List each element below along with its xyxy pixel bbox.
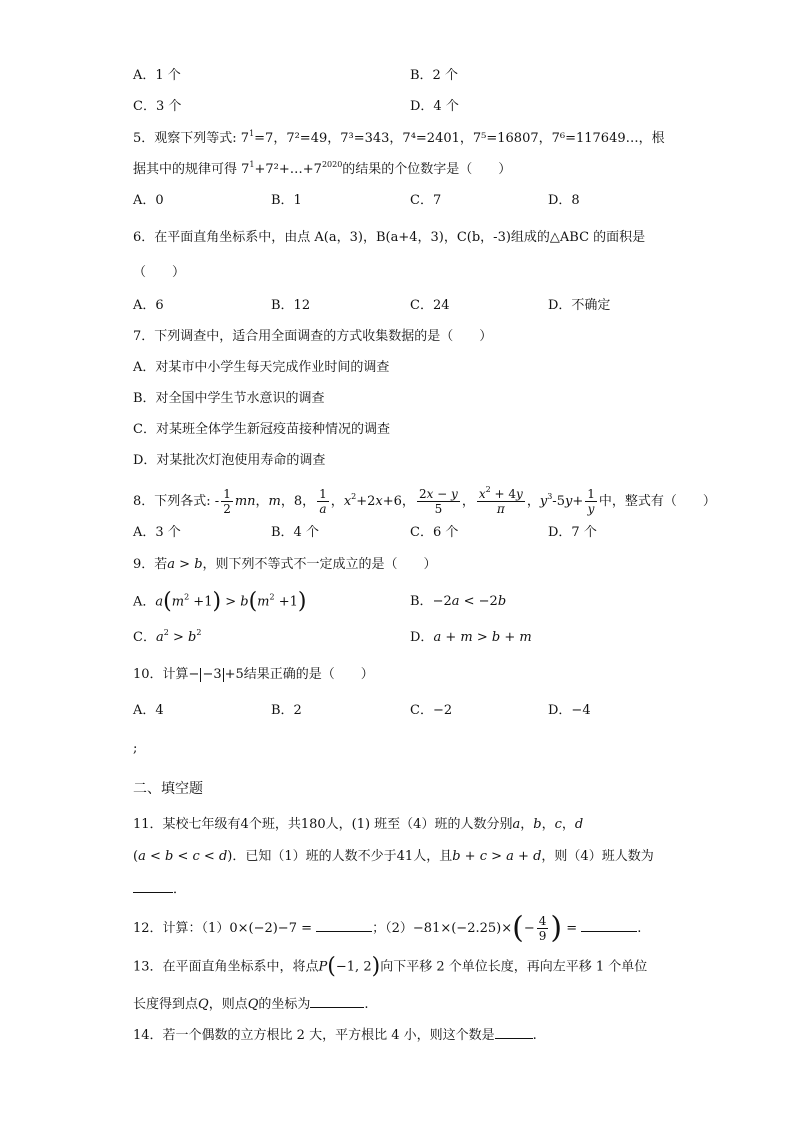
q9-question: 9．若a > b，则下列不等式不一定成立的是（ ）	[133, 557, 437, 572]
q4-option-a: A．1 个	[133, 68, 181, 83]
q10-option-c: C．−2	[410, 703, 453, 718]
q14-question: 14．若一个偶数的立方根比 2 大，平方根比 4 小，则这个数是 .	[133, 1028, 537, 1043]
q10-option-a: A．4	[133, 703, 164, 718]
q9-option-a: A．$a(m^2 +1) > b(m^2 +1)$	[133, 589, 307, 614]
q5-line2: 据其中的规律可得 $7^1+7^2+\dots+7^{2020}$的结果的个位数字是（ ）	[133, 160, 512, 177]
q5-option-a: A．0	[133, 193, 164, 208]
q13-blank[interactable]	[310, 995, 364, 1008]
q8-question: 8．下列各式: - $\frac{1}{2}$ mn，m，8， $\frac{1}{a}$ ，$x^2+2x+6$， $\frac{2x - y}{5}$ ， $\frac{x^2 + 4y}{\pi}$ ，$y^3-5y+$ $\frac{1}{y}$ 中，整式有（ ）	[133, 485, 716, 516]
q5-line1: 5．观察下列等式: $7^1=7$，7²=49，7³=343，7⁴=2401，7⁵=16807，7⁶=117649…，根	[133, 129, 665, 146]
q12-blank-2[interactable]	[581, 919, 637, 932]
q10-option-d: D．−4	[548, 703, 591, 718]
q6-option-c: C．24	[410, 298, 450, 313]
q4-option-d: D．4 个	[410, 99, 459, 114]
q6-paren: （ ）	[133, 265, 186, 280]
q8-option-c: C．6 个	[410, 525, 459, 540]
q12-blank-1[interactable]	[316, 919, 372, 932]
stray-semicolon: ;	[133, 741, 138, 756]
q4-option-c: C．3 个	[133, 99, 182, 114]
q10-option-b: B．2	[271, 703, 302, 718]
q7-option-d: D．对某批次灯泡使用寿命的调查	[133, 453, 326, 468]
q6-question: 6．在平面直角坐标系中，由点 A(a，3)，B(a+4，3)，C(b，-3)组成的△ABC 的面积是	[133, 230, 646, 245]
q6-option-a: A．6	[133, 298, 164, 313]
q7-option-a: A．对某市中小学生每天完成作业时间的调查	[133, 360, 390, 375]
q9-option-d: D．a + m > b + m	[410, 630, 532, 645]
q7-question: 7．下列调查中，适合用全面调查的方式收集数据的是（ ）	[133, 329, 493, 344]
q12-question: 12．计算：（1）0×(−2)−7 = ；（2）−81×(−2.25)×(− $\frac{4}{9}$ ) = .	[133, 910, 642, 946]
q5-option-c: C．7	[410, 193, 442, 208]
q9-option-c: C．$a^2 > b^2$	[133, 628, 202, 645]
q7-option-c: C．对某班全体学生新冠疫苗接种情况的调查	[133, 422, 390, 437]
q11-line1: 11．某校七年级有4个班，共180人，(1) 班至（4）班的人数分别a，b，c，d	[133, 817, 584, 832]
section-heading: 二、填空题	[133, 781, 203, 797]
q14-blank[interactable]	[495, 1026, 533, 1039]
q8-option-a: A．3 个	[133, 525, 181, 540]
q8-option-d: D．7 个	[548, 525, 597, 540]
q13-line1: 13．在平面直角坐标系中，将点P(−1, 2)向下平移 2 个单位长度，再向左平移 1 个单位	[133, 954, 648, 979]
q9-option-b: B．−2a < −2b	[410, 594, 507, 609]
q4-option-b: B．2 个	[410, 68, 458, 83]
q5-option-b: B．1	[271, 193, 302, 208]
q11-line2: (a < b < c < d)．已知（1）班的人数不少于41人，且b + c > a + d，则（4）班人数为	[133, 849, 654, 864]
q11-answer-blank[interactable]: ．	[133, 880, 186, 899]
q5-option-d: D．8	[548, 193, 580, 208]
q10-question: 10．计算− −3 +5结果正确的是（ ）	[133, 667, 374, 682]
q13-line2: 长度得到点Q，则点Q的坐标为 .	[133, 997, 369, 1012]
q6-option-b: B．12	[271, 298, 311, 313]
q6-option-d: D．不确定	[548, 298, 611, 313]
q8-option-b: B．4 个	[271, 525, 319, 540]
q7-option-b: B．对全国中学生节水意识的调查	[133, 391, 325, 406]
